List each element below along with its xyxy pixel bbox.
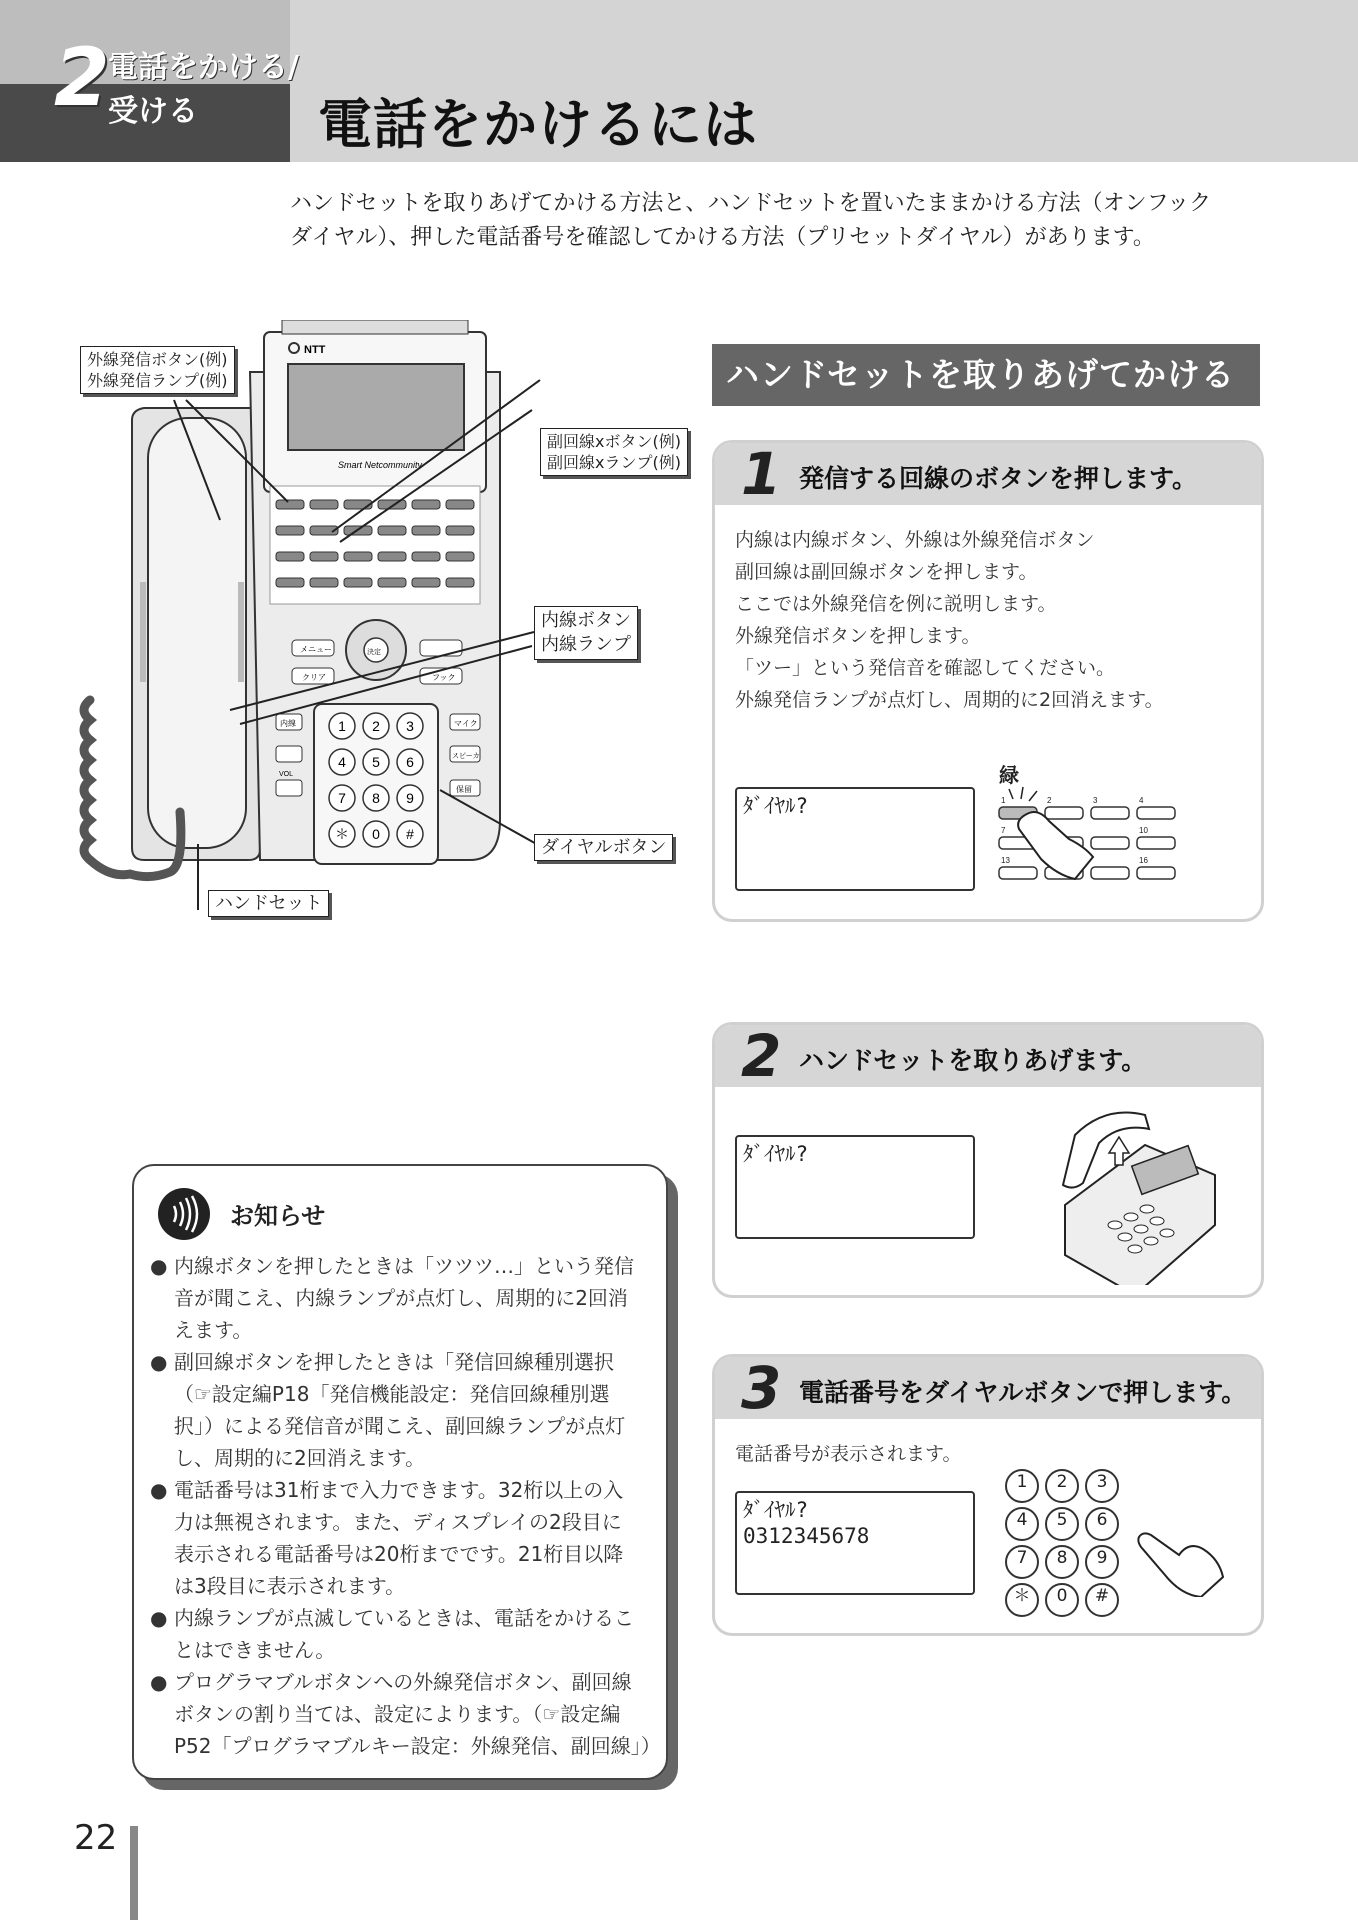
- dial-key-label: 0: [372, 826, 380, 842]
- step-3-lcd: [735, 1491, 975, 1595]
- dial-key-label: 7: [338, 790, 346, 806]
- lcd-line: ﾀﾞｲﾔﾙ?: [743, 1142, 809, 1166]
- step-1-number: 1: [741, 440, 782, 508]
- callout-outside-line-button: 外線発信ボタン(例): [87, 350, 228, 369]
- chapter-number: 2: [54, 31, 110, 124]
- dial-key-label: ＊: [335, 826, 349, 842]
- line-key: [344, 552, 372, 561]
- dial-key-label: 6: [406, 754, 414, 770]
- callout-sub-line-lamp: 副回線xランプ(例): [547, 453, 681, 472]
- line-key: [412, 526, 440, 535]
- page-number-bar: [130, 1826, 138, 1920]
- lcd-line: ﾀﾞｲﾔﾙ?: [743, 794, 809, 818]
- lamp-color-label: 緑: [999, 763, 1019, 787]
- step-1-line: 外線発信ボタンを押します。: [735, 625, 981, 647]
- decide-button-label: 決定: [367, 649, 381, 656]
- line-key: [310, 500, 338, 509]
- speaker-button-label: スピーカ: [452, 753, 480, 760]
- key-7: 7: [1005, 1545, 1039, 1579]
- info-title: お知らせ: [230, 1202, 326, 1230]
- callout-inside-line: [534, 606, 638, 660]
- chapter-title-line2: 受ける: [108, 94, 198, 129]
- step-1-line: 外線発信ランプが点灯し、周期的に2回消えます。: [735, 689, 1164, 711]
- key-8: 8: [1045, 1545, 1079, 1579]
- line-key: [276, 500, 304, 509]
- info-item-4: ● 内線ランプが点滅しているときは、電話をかけるこ とはできません。: [150, 1606, 634, 1662]
- lcd-line: 0312345678: [743, 1524, 870, 1548]
- page-number: 22: [74, 1818, 118, 1858]
- step-1: [712, 440, 1264, 922]
- line-key: [344, 500, 372, 509]
- line-key: [446, 552, 474, 561]
- line-key: [412, 578, 440, 587]
- dial-key-label: 5: [372, 754, 380, 770]
- key-1: 1: [1005, 1469, 1039, 1503]
- hook-button-label: フック: [432, 673, 456, 682]
- callout-sub-line: [540, 428, 688, 476]
- dial-key-label: 9: [406, 790, 414, 806]
- callout-inside-lamp: 内線ランプ: [541, 634, 631, 655]
- key-star: ＊: [1005, 1583, 1039, 1617]
- step-1-title: 発信する回線のボタンを押します。: [799, 464, 1198, 493]
- line-key: [378, 526, 406, 535]
- key-number: 3: [1093, 796, 1098, 805]
- step-3-line: 電話番号が表示されます。: [735, 1443, 962, 1465]
- callout-handset: ハンドセット: [208, 890, 329, 917]
- step-1-line: ここでは外線発信を例に説明します。: [735, 593, 1057, 615]
- step-3-number: 3: [741, 1354, 782, 1422]
- line-key: [310, 552, 338, 561]
- key-2: 2: [1045, 1469, 1079, 1503]
- callout-sub-line-button: 副回線xボタン(例): [547, 432, 681, 451]
- vol-label: VOL: [279, 771, 294, 778]
- step-1-line: 「ツー」という発信音を確認してください。: [735, 657, 1116, 679]
- dial-key-label: #: [406, 826, 414, 842]
- intro-line2: ダイヤル）、押した電話番号を確認してかける方法（プリセットダイヤル）があります。: [290, 225, 1155, 250]
- line-key: [446, 526, 474, 535]
- key-0: 0: [1045, 1583, 1079, 1617]
- step-3-title: 電話番号をダイヤルボタンで押します。: [799, 1378, 1247, 1407]
- line-key: [310, 578, 338, 587]
- handset-shape: [148, 418, 246, 848]
- info-item-3: ● 電話番号は31桁まで入力できます。32桁以上の入 力は無視されます。また、ディスプレイの2段目に 表示される電話番号は20桁までです。21桁目以降 は3段目に表示されます。: [150, 1478, 624, 1598]
- callout-dial: ダイヤルボタン: [534, 834, 673, 861]
- keypad: [1005, 1469, 1135, 1619]
- step-2-title: ハンドセットを取りあげます。: [799, 1046, 1147, 1075]
- info-box: [132, 1164, 668, 1780]
- section-title: ハンドセットを取りあげてかける: [712, 344, 1260, 406]
- line-key: [378, 552, 406, 561]
- step-2-lcd: [735, 1135, 975, 1239]
- key-number: 16: [1139, 856, 1148, 865]
- page-title: 電話をかけるには: [318, 93, 758, 156]
- step-2: [712, 1022, 1264, 1298]
- key-number: 2: [1047, 796, 1052, 805]
- line-key-illustration: [989, 783, 1189, 893]
- key-number: 4: [1139, 796, 1144, 805]
- dial-key-label: 2: [372, 718, 380, 734]
- dial-key-label: 3: [406, 718, 414, 734]
- info-item-5: ● プログラマブルボタンへの外線発信ボタン、副回線 ボタンの割り当ては、設定によります。（☞設定編 P52「プログラマブルキー設定：外線発信、副回線」）: [150, 1670, 661, 1758]
- brand-label: NTT: [304, 344, 326, 356]
- inside-button-label: 内線: [280, 719, 296, 728]
- line-key: [446, 500, 474, 509]
- key-number: 7: [1001, 826, 1006, 835]
- chapter-title-line1: 電話をかける/: [108, 50, 299, 85]
- callout-inside-button: 内線ボタン: [541, 610, 631, 631]
- info-item-2: ● 副回線ボタンを押したときは「発信回線種別選択 （☞設定編P18「発信機能設定：発信回線種別選 択」）による発信音が聞こえ、副回線ランプが点灯 し、周期的に2回消えます。: [150, 1350, 626, 1470]
- model-label: Smart Netcommunity: [338, 460, 423, 470]
- dial-key-label: 4: [338, 754, 346, 770]
- line-key: [378, 500, 406, 509]
- lcd-line: ﾀﾞｲﾔﾙ?: [743, 1498, 809, 1522]
- display-screen: [288, 364, 464, 450]
- line-key: [344, 578, 372, 587]
- pointing-hand-icon: [1135, 1517, 1235, 1597]
- menu-button-label: メニュー: [300, 645, 332, 654]
- info-item-1: ● 内線ボタンを押したときは「ツツツ…」という発信 音が聞こえ、内線ランプが点灯し、周期的に2回消 えます。: [150, 1254, 634, 1342]
- intro-line1: ハンドセットを取りあげてかける方法と、ハンドセットを置いたままかける方法（オンフック: [290, 191, 1212, 216]
- clear-button-label: クリア: [302, 673, 326, 682]
- line-key: [412, 500, 440, 509]
- key-hash: #: [1085, 1583, 1119, 1617]
- key-number: 10: [1139, 826, 1148, 835]
- key-5: 5: [1045, 1507, 1079, 1541]
- phone-pickup-icon: [1025, 1105, 1225, 1285]
- line-key: [276, 552, 304, 561]
- step-3: [712, 1354, 1264, 1636]
- notice-icon: [156, 1186, 212, 1242]
- line-key: [276, 578, 304, 587]
- dial-key-label: 1: [338, 718, 346, 734]
- line-key: [446, 578, 474, 587]
- line-key: [378, 578, 406, 587]
- callout-outside-line-lamp: 外線発信ランプ(例): [87, 371, 228, 390]
- dial-key-label: 8: [372, 790, 380, 806]
- key-number: 1: [1001, 796, 1006, 805]
- mic-button-label: マイク: [454, 719, 478, 728]
- line-key: [412, 552, 440, 561]
- line-key: [276, 526, 304, 535]
- step-2-number: 2: [741, 1022, 782, 1090]
- key-3: 3: [1085, 1469, 1119, 1503]
- key-number: 13: [1001, 856, 1010, 865]
- hold-button-label: 保留: [456, 785, 472, 794]
- step-1-lcd: [735, 787, 975, 891]
- step-1-line: 副回線は副回線ボタンを押します。: [735, 561, 1038, 583]
- step-1-line: 内線は内線ボタン、外線は外線発信ボタン: [735, 529, 1095, 551]
- key-4: 4: [1005, 1507, 1039, 1541]
- key-9: 9: [1085, 1545, 1119, 1579]
- key-6: 6: [1085, 1507, 1119, 1541]
- callout-outside-line: [80, 346, 235, 394]
